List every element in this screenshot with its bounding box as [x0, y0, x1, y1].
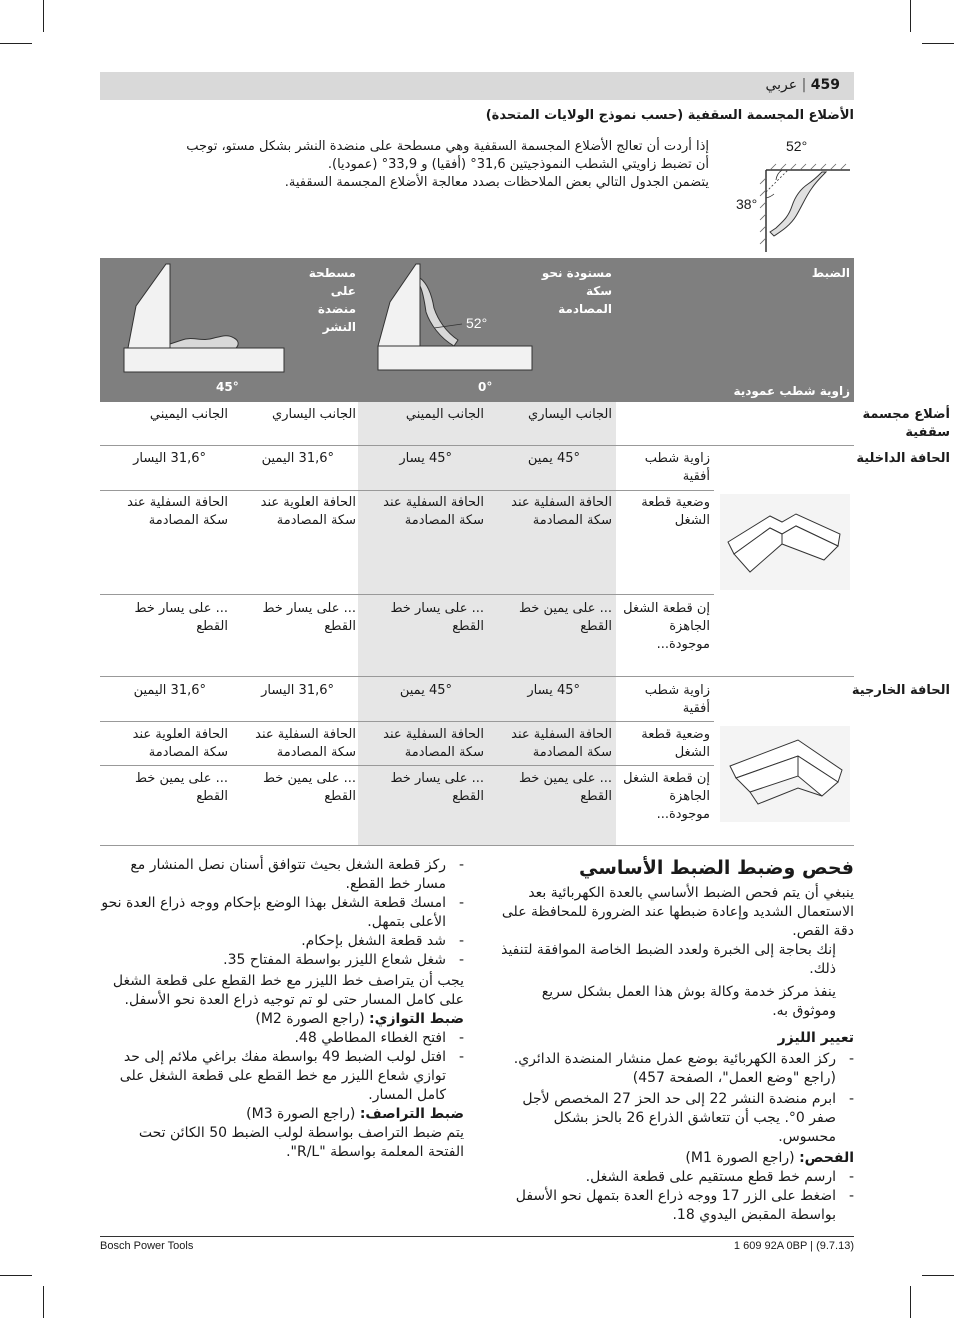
list-item: - افتح الغطاء المطاطي 48. — [294, 1030, 464, 1046]
list-item: - شغل شعاع الليزر بواسطة المفتاح 35. — [223, 952, 464, 968]
crop-mark — [922, 43, 954, 44]
row-label: وضعية قطعة الشغل — [641, 495, 710, 528]
outer-res-1: ... على يسار خط القطع — [390, 771, 484, 804]
list-item: - شد قطعة الشغل بإحكام. — [301, 933, 464, 949]
bevel-45-label: 45° — [216, 380, 239, 394]
left-column — [100, 856, 464, 1162]
inner-edge-label: الحافة الداخلية — [856, 451, 950, 466]
adjust-paragraph: إنك بحاجة إلى الخبرة ولعدد الضبط الخاصة الموافقة لتنفيذ ذلك. — [501, 942, 836, 977]
bevel-0-label: 0° — [478, 380, 493, 394]
row-label: زاوية شطب أفقية — [644, 683, 710, 716]
laser-calibration-heading: تعيير الليزر — [777, 1030, 854, 1046]
flat-cut-figure — [122, 262, 288, 374]
inner-pos-3: الحافة السفلية عند سكة المصادمة — [127, 495, 228, 528]
flat-header: مسطحة على منضدة النشر — [308, 266, 356, 334]
outer-h-1: 45° يمين — [399, 683, 452, 698]
outer-pos-2: الحافة السفلية عند سكة المصادمة — [255, 727, 356, 760]
align-line: ضبط التراصف: (راجع الصورة M3) — [246, 1106, 464, 1122]
inner-h-3: 31,6° اليسار — [133, 451, 206, 466]
crop-mark — [910, 1286, 911, 1318]
inner-res-2: ... على يسار خط القطع — [262, 601, 356, 634]
list-item: - ركز قطعة الشغل بحيث تتوافق أسنان نصل المنشار مع مسار خط القطع. — [130, 857, 464, 892]
side-right-0: الجانب اليميني — [405, 407, 484, 422]
align-paragraph: يتم ضبط التراصف بواسطة لولب الضبط 50 الكائن تحت الفتحة المعلمة بواسطة "R/L". — [138, 1125, 464, 1160]
inner-res-1: ... على يسار خط القطع — [390, 601, 484, 634]
row-label: زاوية شطب أفقية — [644, 451, 710, 484]
crown-molding-figure — [730, 136, 850, 254]
inner-pos-1: الحافة السفلية عند سكة المصادمة — [383, 495, 484, 528]
check-line: الفحص: (راجع الصورة M1) — [685, 1150, 854, 1166]
crop-mark — [0, 1275, 32, 1276]
list-item: - ارسم خط قطع مستقيم على قطعة الشغل. — [585, 1169, 854, 1185]
side-right-45: الجانب اليميني — [149, 407, 228, 422]
section-title: الأضلاع المجسمة السقفية (حسب نموذج الولايات المتحدة) — [485, 108, 854, 123]
inner-pos-0: الحافة السفلية عند سكة المصادمة — [511, 495, 612, 528]
outer-h-0: 45° يسار — [527, 683, 580, 698]
outer-res-3: ... على يمين خط القطع — [134, 771, 228, 804]
outer-edge-label: الحافة الخارجية — [851, 683, 950, 698]
row-label: إن قطعة الشغل الجاهزة موجودة... — [623, 771, 710, 822]
footer-brand: Bosch Power Tools — [100, 1240, 194, 1252]
outer-pos-0: الحافة السفلية عند سكة المصادمة — [511, 727, 612, 760]
inner-h-2: 31,6° اليمين — [261, 451, 334, 466]
page-header: 459 | عربي — [100, 72, 854, 100]
parallel-line: ضبط التوازي: (راجع الصورة M2) — [255, 1011, 464, 1027]
inner-h-1: 45° يسار — [399, 451, 452, 466]
outer-corner-figure — [720, 726, 850, 822]
list-item: - امسك قطعة الشغل بهذا الوضع بإحكام ووجه ذراع العدة نحو الأعلى بتمهل. — [101, 895, 464, 930]
list-item: - اضغط على الزر 17 ووجه ذراع العدة بتمهل نحو الأسفل بواسطة المقبض اليدوي 18. — [515, 1188, 854, 1223]
inner-res-3: ... على يسار خط القطع — [134, 601, 228, 634]
inner-pos-2: الحافة العلوية عند سكة المصادمة — [260, 495, 356, 528]
outer-h-2: 31,6° اليسار — [261, 683, 334, 698]
outer-pos-1: الحافة السفلية عند سكة المصادمة — [383, 727, 484, 760]
side-left-45: الجانب اليساري — [272, 407, 356, 422]
adjust-heading: فحص وضبط الضبط الأساسي — [578, 857, 854, 879]
inner-res-0: ... على يمين خط القطع — [518, 601, 612, 634]
angle-52-label: 52° — [786, 138, 808, 154]
language-label: عربي — [765, 77, 798, 93]
footer-docnum: 1 609 92A 0BP | (9.7.13) — [733, 1240, 854, 1252]
page-number: 459 — [810, 77, 840, 93]
leaning-header: مسنودة نحو سكة المصادمة — [541, 266, 612, 316]
list-item: - ابرم منضدة النشر 22 إلى حد الحز 27 المخصص لأجل صفر 0°. يجب أن تتعاشق الذراع 26 بالحز بشكل محسوس. — [522, 1091, 854, 1145]
inner-h-0: 45° يمين — [527, 451, 580, 466]
sides-row-label: أضلاع مجسمة سقفية — [862, 407, 950, 440]
table-header — [100, 258, 854, 402]
bevel-row-label: زاوية شطب عمودية — [733, 384, 850, 398]
fig-angle-label: 52° — [466, 315, 488, 331]
laser-paragraph: يجب أن يتراصف خط الليزر مع خط القطع على قطعة الشغل على كامل المسار حتى لو تم توجيه ذراع العدة نحو الأسفل. — [112, 973, 464, 1008]
outer-res-2: ... على يمين خط القطع — [262, 771, 356, 804]
crop-mark — [43, 0, 44, 32]
outer-res-0: ... على يمين خط القطع — [518, 771, 612, 804]
inner-corner-figure — [720, 494, 850, 590]
setting-header: الضبط — [811, 266, 850, 280]
adjust-paragraph: ينفذ مركز خدمة وكالة بوش هذا العمل بشكل سريع وموثوق به. — [541, 984, 836, 1019]
row-label: وضعية قطعة الشغل — [641, 727, 710, 760]
intro-text: إذا أردت أن تعالج الأضلاع المجسمة السقفية وهي مسطحة على منضدة النشر بشكل مستو، توجب أن تضبط زاويتي الشطب النموذجيتين 31,6° (أفقيا) و 33,9° (عموديا). يتضمن الجدول التالي بعض الملاحظات بصدد معالجة الأضلاع المجسمة السقفية. — [186, 139, 709, 190]
crop-mark — [922, 1275, 954, 1276]
crop-mark — [43, 1286, 44, 1318]
list-item: - افتل لولب الضبط 49 بواسطة مفك براغي ملائم إلى حد توازي شعاع الليزر مع خط القطع على قطعة الشغل على كامل المسار. — [119, 1049, 464, 1103]
side-left-0: الجانب اليساري — [528, 407, 612, 422]
leaning-cut-figure — [376, 262, 536, 374]
angle-38-label: 38° — [736, 196, 758, 212]
row-label: إن قطعة الشغل الجاهزة موجودة... — [623, 601, 710, 652]
crop-mark — [910, 0, 911, 32]
adjust-paragraph: ينبغي أن يتم فحص الضبط الأساسي بالعدة الكهربائية بعد الاستعمال الشديد وإعادة ضبطها عند الضرورة للمحافظة على دقة القص. — [501, 885, 854, 939]
list-item: - ركز العدة الكهربائية بوضع عمل منشار المنضدة الدائري. (راجع "وضع العمل"، الصفحة 457) — [513, 1051, 854, 1086]
crop-mark — [0, 43, 32, 44]
outer-pos-3: الحافة العلوية عند سكة المصادمة — [132, 727, 228, 760]
right-column — [494, 856, 854, 1225]
outer-h-3: 31,6° اليمين — [133, 683, 206, 698]
